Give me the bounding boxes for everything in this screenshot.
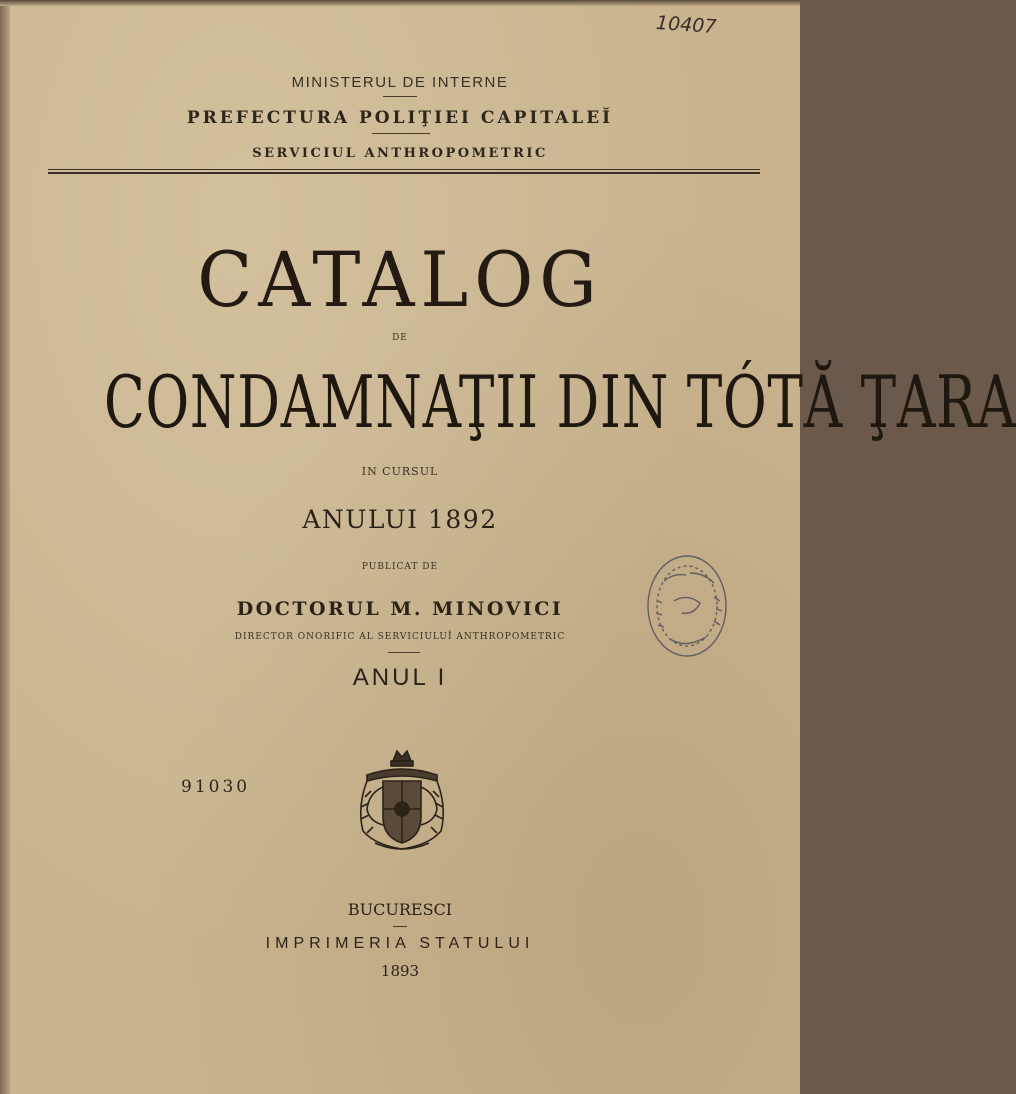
divider (383, 96, 417, 97)
library-stamp-icon (644, 551, 730, 661)
coat-of-arms-icon (353, 747, 451, 853)
divider (388, 652, 420, 653)
volume-label: ANUL I (352, 664, 448, 691)
year-line: ANULUI 1892 (302, 505, 498, 534)
header-rule (48, 172, 760, 174)
service-heading: SERVICIUL ANTHROPOMETRIC (252, 146, 548, 161)
during-label: IN CURSUL (361, 465, 439, 478)
divider (393, 926, 407, 927)
imprint-city: BUCURESCI (347, 900, 453, 919)
subject-title: CONDAMNAŢII DIN TÓTĂ ŢARA (104, 360, 1016, 444)
handwritten-note: 10407 (655, 11, 718, 39)
page-edge-top (0, 0, 800, 6)
divider (372, 133, 430, 134)
imprint-printer: IMPRIMERIA STATULUI (265, 935, 535, 952)
prefecture-heading: PREFECTURA POLIŢIEI CAPITALEĬ (186, 108, 614, 128)
accession-number: 91030 (181, 777, 251, 797)
catalog-title: CATALOG (197, 235, 603, 325)
author-role: DIRECTOR ONORIFIC AL SERVICIULUĬ ANTHROPOMETRIC (234, 632, 566, 642)
page-edge-left (0, 0, 10, 1094)
published-by-label: PUBLICAT DE (361, 562, 439, 572)
author-name: DOCTORUL M. MINOVICI (236, 598, 564, 620)
ministry-heading: MINISTERUL DE INTERNE (291, 74, 509, 91)
imprint-year: 1893 (380, 962, 420, 980)
header-rule (48, 169, 760, 170)
title-connector: DE (392, 333, 408, 343)
